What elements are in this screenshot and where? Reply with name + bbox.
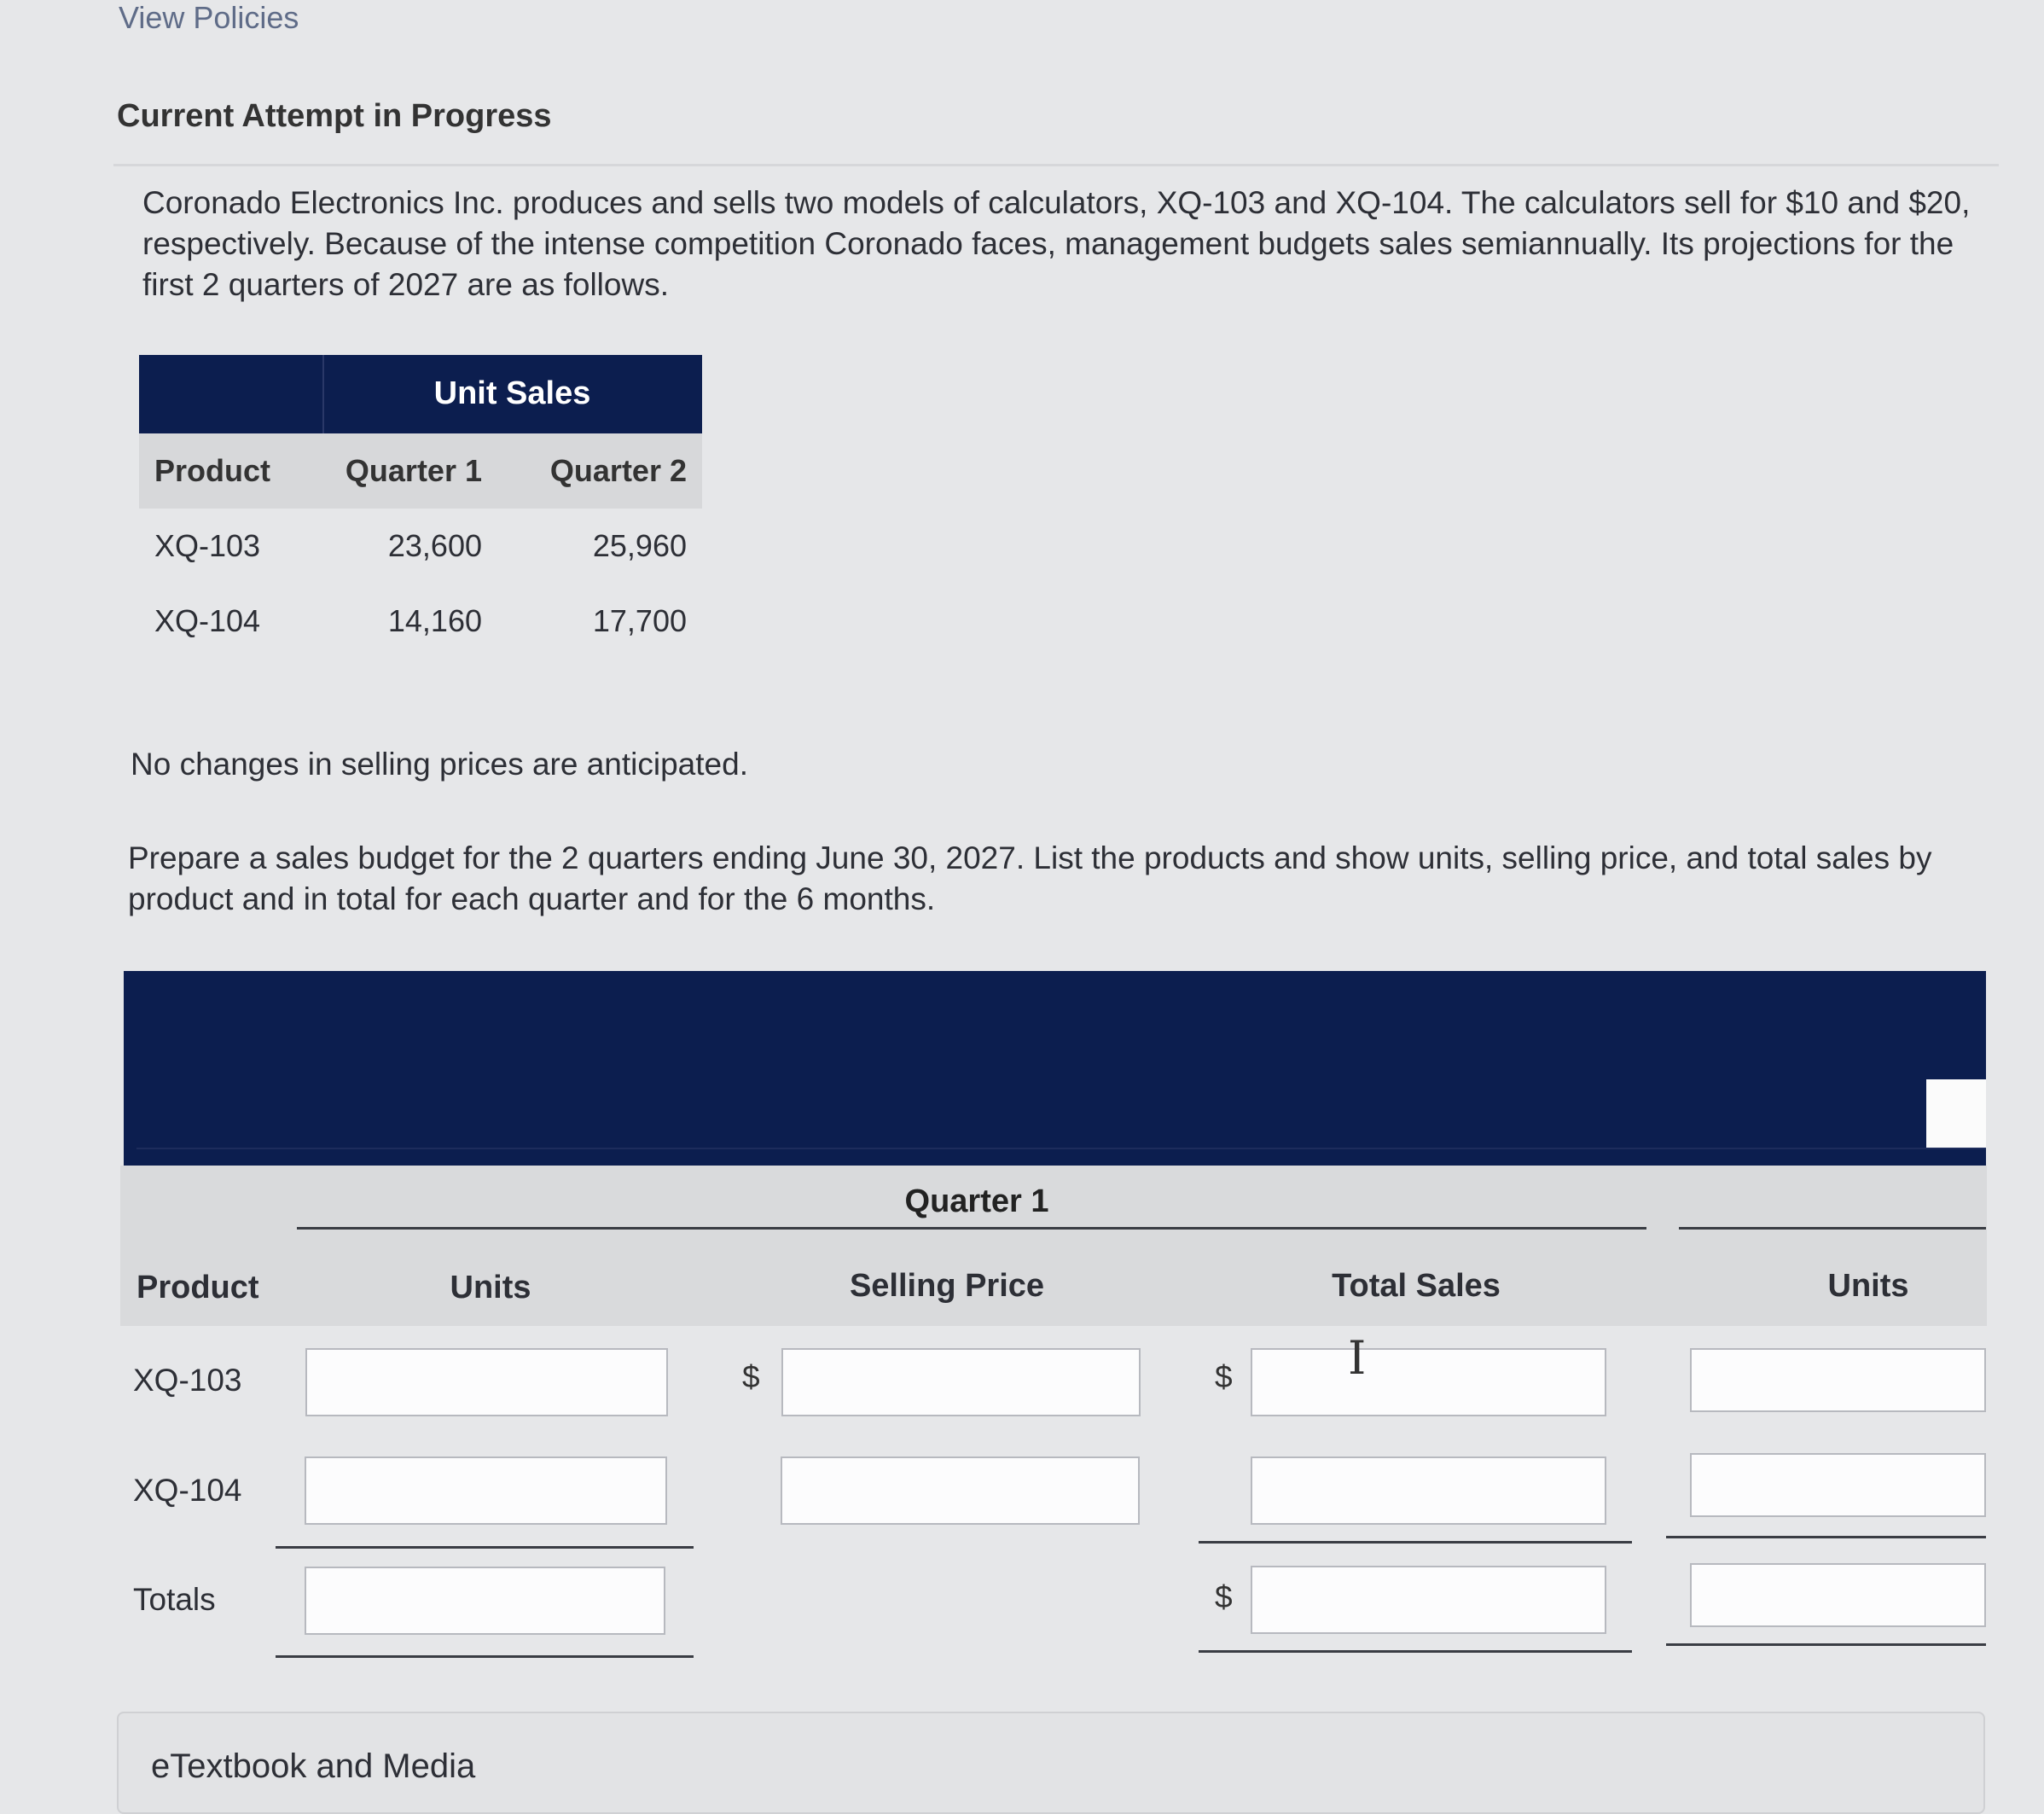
col-product: Product [154, 453, 271, 488]
unit-sales-table [139, 355, 702, 659]
header-divider [136, 1148, 1986, 1149]
quarter-1-cell: 14,160 [387, 603, 482, 638]
col-units: Units [450, 1270, 531, 1305]
row-label-xq-104: XQ-104 [133, 1473, 242, 1508]
product-cell: XQ-103 [154, 528, 261, 563]
view-policies-link[interactable]: View Policies [119, 0, 299, 35]
xq-104-total-sales-input[interactable] [1251, 1456, 1606, 1525]
quarter-2-cell: 17,700 [592, 603, 687, 638]
xq-104-selling-price-input[interactable] [781, 1456, 1140, 1525]
budget-header-band [124, 971, 1986, 1166]
text-cursor-icon: I [1348, 1331, 1367, 1385]
divider [113, 164, 1999, 166]
col-quarter-1: Quarter 1 [345, 453, 482, 488]
xq-103-units-quarter-2-input[interactable] [1690, 1348, 1986, 1412]
xq-104-units-quarter-2-input[interactable] [1690, 1453, 1986, 1517]
total-sales-total-line [1199, 1650, 1632, 1653]
xq-103-selling-price-input[interactable] [781, 1348, 1141, 1416]
quarter-1-underline [297, 1227, 1646, 1230]
row-label-totals: Totals [133, 1582, 216, 1617]
attempt-heading: Current Attempt in Progress [117, 98, 552, 134]
units-quarter-2-subtotal-line [1666, 1536, 1986, 1538]
quarter-1-heading: Quarter 1 [904, 1183, 1049, 1219]
xq-103-total-sales-input[interactable] [1251, 1348, 1606, 1416]
instruction-text: Prepare a sales budget for the 2 quarters ending June 30, 2027. List the products and show units, selling price, and total sales by product and in total for each quarter and for the 6 months. [128, 840, 1932, 916]
unit-sales-title: Unit Sales [433, 375, 591, 411]
unit-sales-header [139, 355, 702, 433]
units-subtotal-line [276, 1546, 694, 1549]
total-units-input[interactable] [305, 1567, 665, 1635]
units-total-line [276, 1655, 694, 1658]
dollar-sign: $ [1215, 1359, 1233, 1394]
quarter-2-cell: 25,960 [592, 528, 687, 563]
col-total-sales: Total Sales [1332, 1268, 1501, 1304]
price-note: No changes in selling prices are anticipated. [131, 747, 748, 782]
etextbook-media-panel[interactable] [117, 1712, 1985, 1814]
row-label-xq-103: XQ-103 [133, 1363, 242, 1398]
units-quarter-2-total-line [1666, 1643, 1986, 1646]
col-selling-price: Selling Price [849, 1268, 1045, 1304]
xq-104-units-input[interactable] [305, 1456, 667, 1525]
table-row [139, 509, 702, 584]
total-sales-subtotal-line [1199, 1541, 1632, 1544]
col-product: Product [136, 1270, 259, 1305]
dollar-sign: $ [1215, 1579, 1233, 1614]
quarter-1-cell: 23,600 [387, 528, 482, 563]
col-quarter-2: Quarter 2 [549, 453, 687, 488]
etextbook-media-label: eTextbook and Media [151, 1747, 476, 1785]
problem-intro: Coronado Electronics Inc. produces and sells two models of calculators, XQ-103 and XQ-104. The calculators sell for $10 and $20, respectively. Because of the intense competition Coronado faces, management budgets sales semiannually. Its projections for the first 2 quarters of 2027 are as follows. [142, 185, 1971, 302]
unit-sales-column-headers [139, 433, 702, 509]
xq-103-units-input[interactable] [305, 1348, 668, 1416]
quarter-2-underline [1679, 1227, 1986, 1230]
total-units-quarter-2-input[interactable] [1690, 1563, 1986, 1627]
product-cell: XQ-104 [154, 603, 261, 638]
header-notch [1926, 1079, 1986, 1148]
total-sales-input[interactable] [1251, 1566, 1606, 1634]
col-units-quarter-2: Units [1827, 1268, 1909, 1304]
table-row [139, 584, 702, 659]
dollar-sign: $ [742, 1359, 760, 1394]
